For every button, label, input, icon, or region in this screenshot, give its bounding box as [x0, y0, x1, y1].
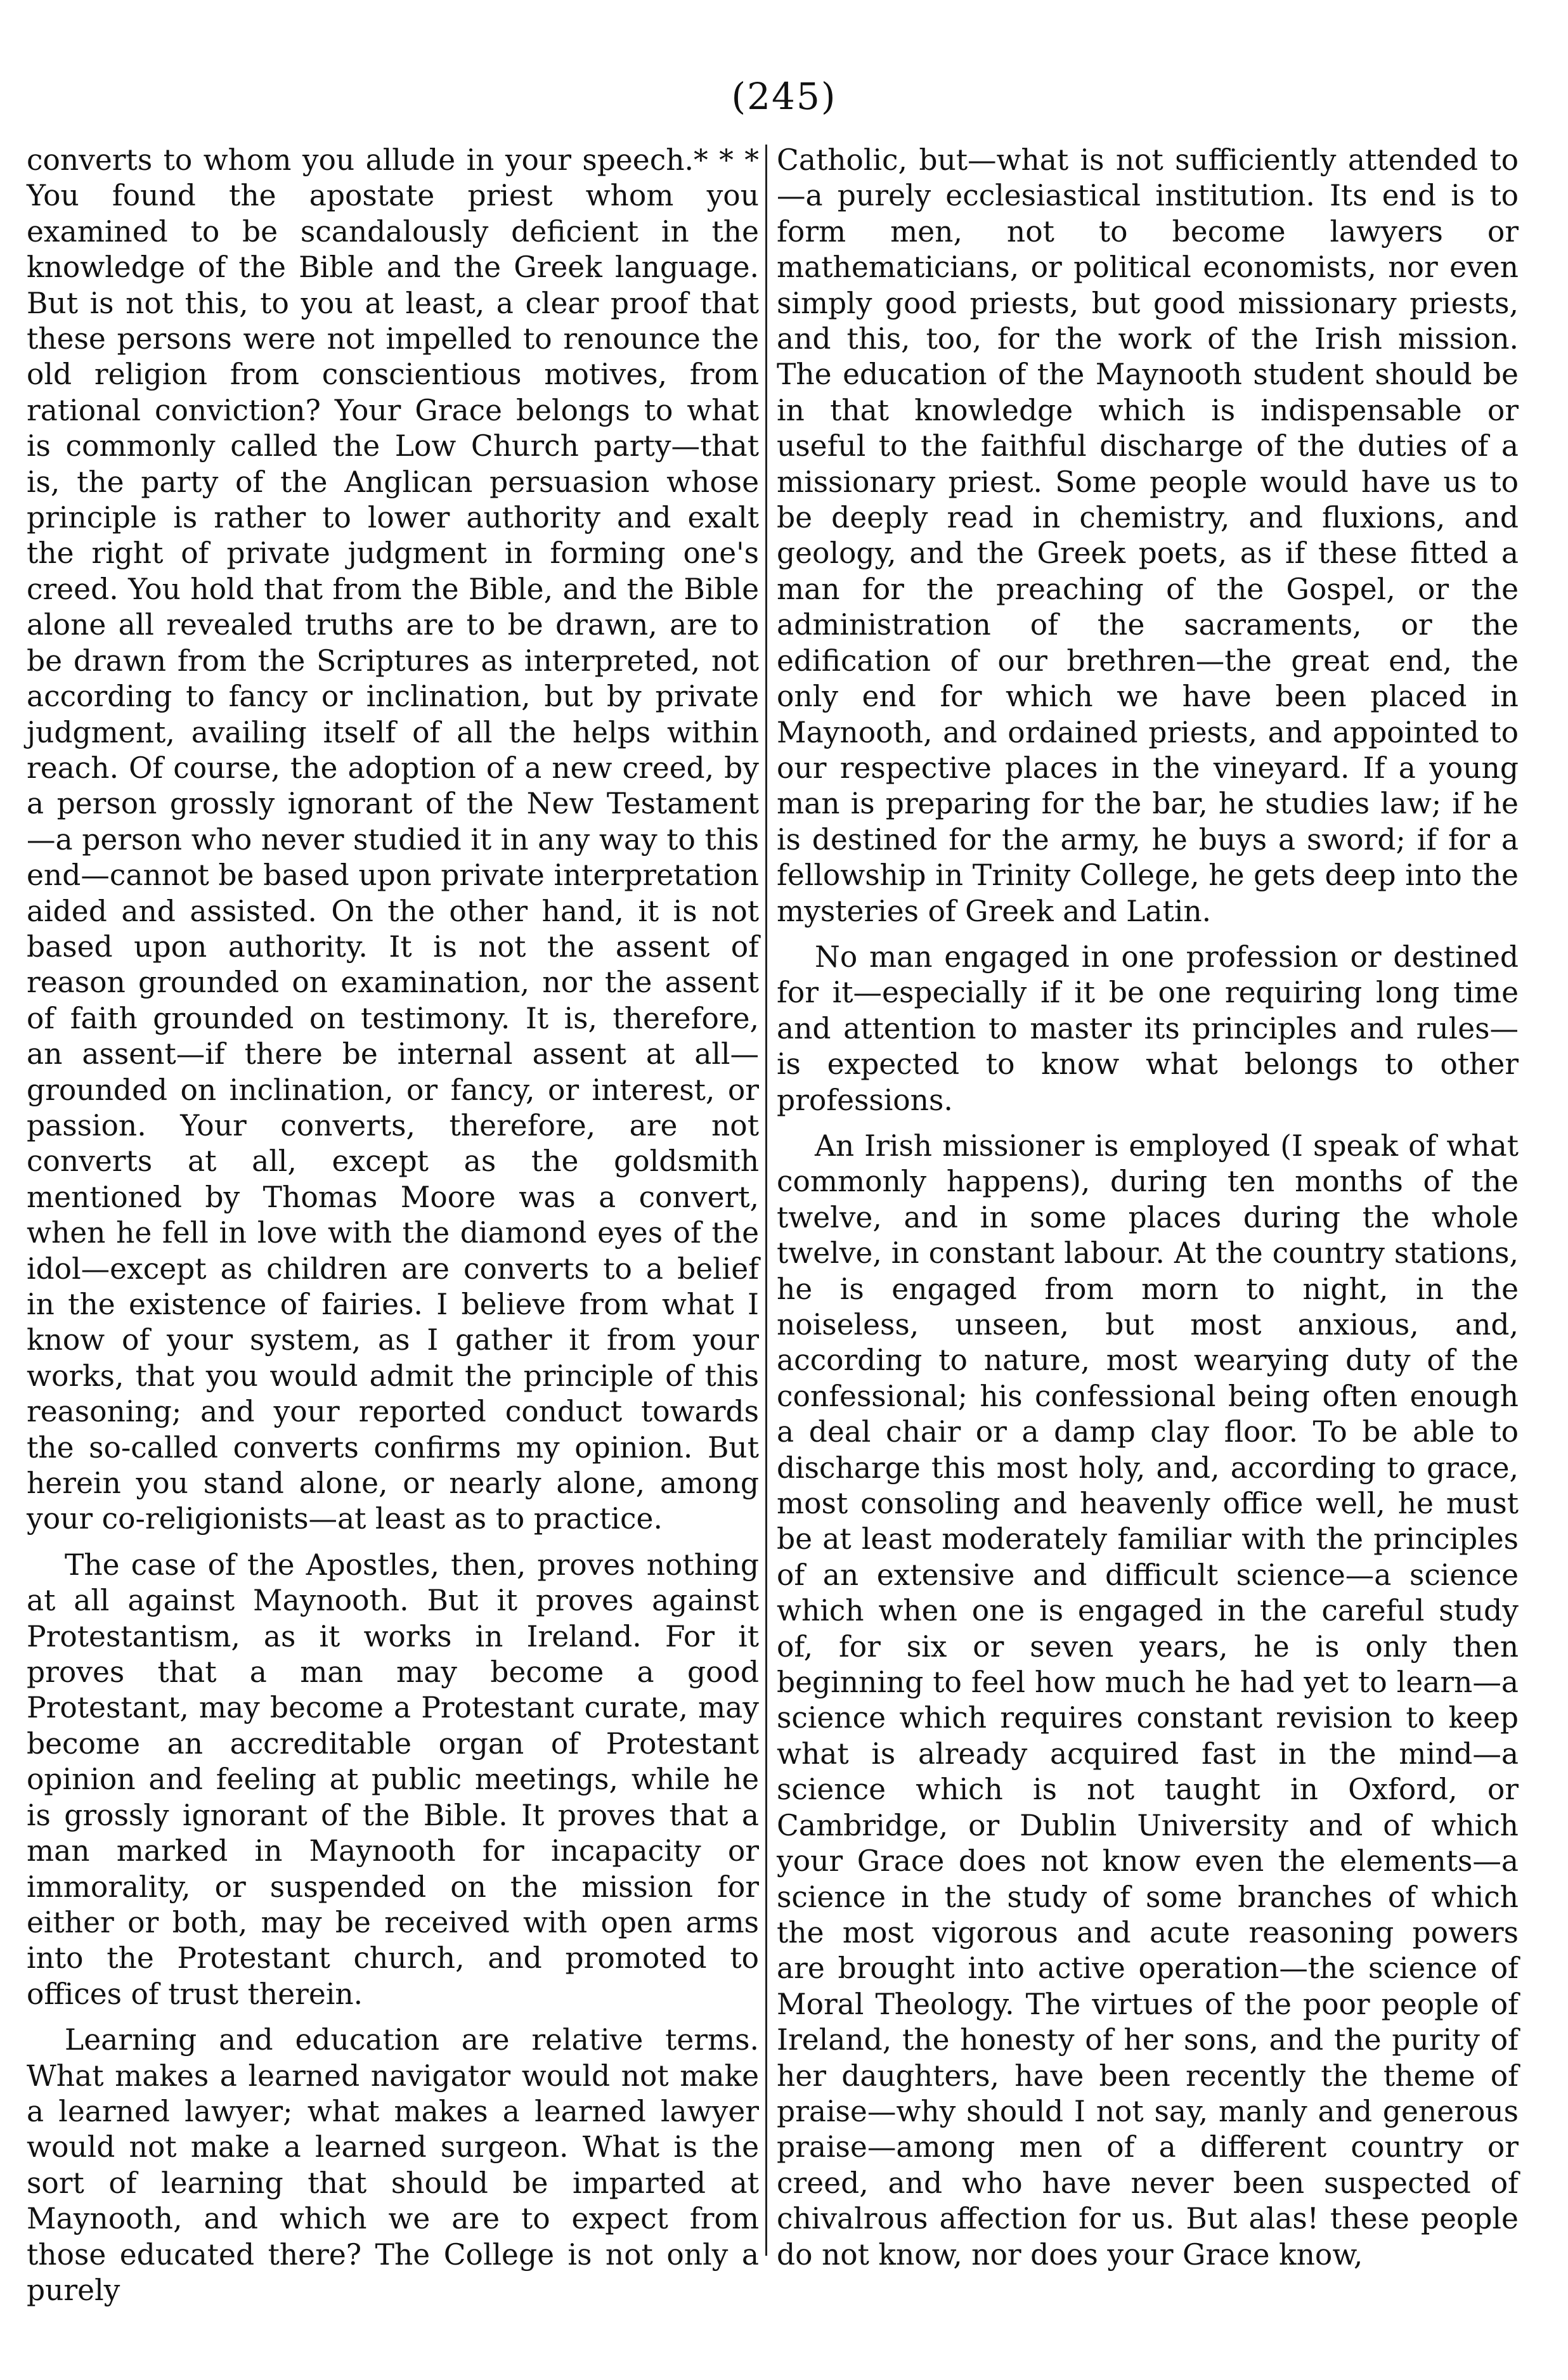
paragraph: Catholic, but—what is not sufficiently attended to—a purely ecclesiastical institution. Its end is to form men, not to become lawyers or mathematicians, or political economists, nor even simply good priests, but good missionary priests, and this, too, for the work of the Irish mission. The education of the Maynooth student should be in that knowledge which is indispensable or useful to the faithful discharge of the duties of a missionary priest. Some people would have us to be deeply read in chemistry, and fluxions, and geology, and the Greek poets, as if these fitted a man for the preaching of the Gospel, or the administration of the sacraments, or the edification of our brethren—the great end, the only end for which we have been placed in Maynooth, and ordained priests, and appointed to our respective places in the vineyard. If a young man is preparing for the bar, he studies law; if he is destined for the army, he buys a sword; if for a fellowship in Trinity College, he gets deep into the mysteries of Greek and Latin.	[777, 143, 1519, 928]
page-number: (245)	[731, 75, 837, 118]
paragraph: No man engaged in one profession or destined for it—especially if it be one requiring long time and attention to master its principles and rules—is expected to know what belongs to other professions.	[777, 940, 1519, 1117]
right-column	[777, 143, 1519, 2273]
paragraph: The case of the Apostles, then, proves nothing at all against Maynooth. But it proves against Protestantism, as it works in Ireland. For it proves that a man may become a good Protestant, may become a Protestant curate, may become an accreditable organ of Protestant opinion and feeling at public meetings, while he is grossly ignorant of the Bible. It proves that a man marked in Maynooth for incapacity or immorality, or suspended on the mission for either or both, may be received with open arms into the Protestant church, and promoted to offices of trust therein.	[27, 1548, 759, 2011]
paragraph: Learning and education are relative terms. What makes a learned navigator would not make a learned lawyer; what makes a learned lawyer would not make a learned surgeon. What is the sort of learning that should be imparted at Maynooth, and which we are to expect from those educated there? The College is not only a purely	[27, 2023, 759, 2307]
paragraph: converts to whom you allude in your speech.* * * You found the apostate priest whom you examined to be scandalously deficient in the knowledge of the Bible and the Greek language. But is not this, to you at least, a clear proof that these persons were not impelled to renounce the old religion from conscientious motives, from rational conviction? Your Grace belongs to what is commonly called the Low Church party—that is, the party of the Anglican persuasion whose principle is rather to lower authority and exalt the right of private judgment in forming one's creed. You hold that from the Bible, and the Bible alone all revealed truths are to be drawn, are to be drawn from the Scriptures as interpreted, not according to fancy or inclination, but by private judgment, availing itself of all the helps within reach. Of course, the adoption of a new creed, by a person grossly ignorant of the New Testament—a person who never studied it in any way to this end—cannot be based upon private interpretation aided and assisted. On the other hand, it is not based upon authority. It is not the assent of reason grounded on examination, nor the assent of faith grounded on testimony. It is, therefore, an assent—if there be internal assent at all—grounded on inclination, or fancy, or interest, or passion. Your converts, therefore, are not converts at all, except as the goldsmith mentioned by Thomas Moore was a convert, when he fell in love with the diamond eyes of the idol—except as children are converts to a belief in the existence of fairies. I believe from what I know of your system, as I gather it from your works, that you would admit the principle of this reasoning; and your reported conduct towards the so-called converts confirms my opinion. But herein you stand alone, or nearly alone, among your co-religionists—at least as to practice.	[27, 143, 759, 1536]
left-column	[27, 143, 759, 2308]
column-divider	[765, 145, 767, 2256]
paragraph: An Irish missioner is employed (I speak of what commonly happens), during ten months of the twelve, and in some places during the whole twelve, in constant labour. At the country stations, he is engaged from morn to night, in the noiseless, unseen, but most anxious, and, according to nature, most wearying duty of the confessional; his confessional being often enough a deal chair or a damp clay floor. To be able to discharge this most holy, and, according to grace, most consoling and heavenly office well, he must be at least moderately familiar with the principles of an extensive and difficult science—a science which when one is engaged in the careful study of, for six or seven years, he is only then beginning to feel how much he had yet to learn—a science which requires constant revision to keep what is already acquired fast in the mind—a science which is not taught in Oxford, or Cambridge, or Dublin University and of which your Grace does not know even the elements—a science in the study of some branches of which the most vigorous and acute reasoning powers are brought into active operation—the science of Moral Theology. The virtues of the poor people of Ireland, the honesty of her sons, and the purity of her daughters, have been recently the theme of praise—why should I not say, manly and generous praise—among men of a different country or creed, and who have never been suspected of chivalrous affection for us. But alas! these people do not know, nor does your Grace know,	[777, 1129, 1519, 2272]
